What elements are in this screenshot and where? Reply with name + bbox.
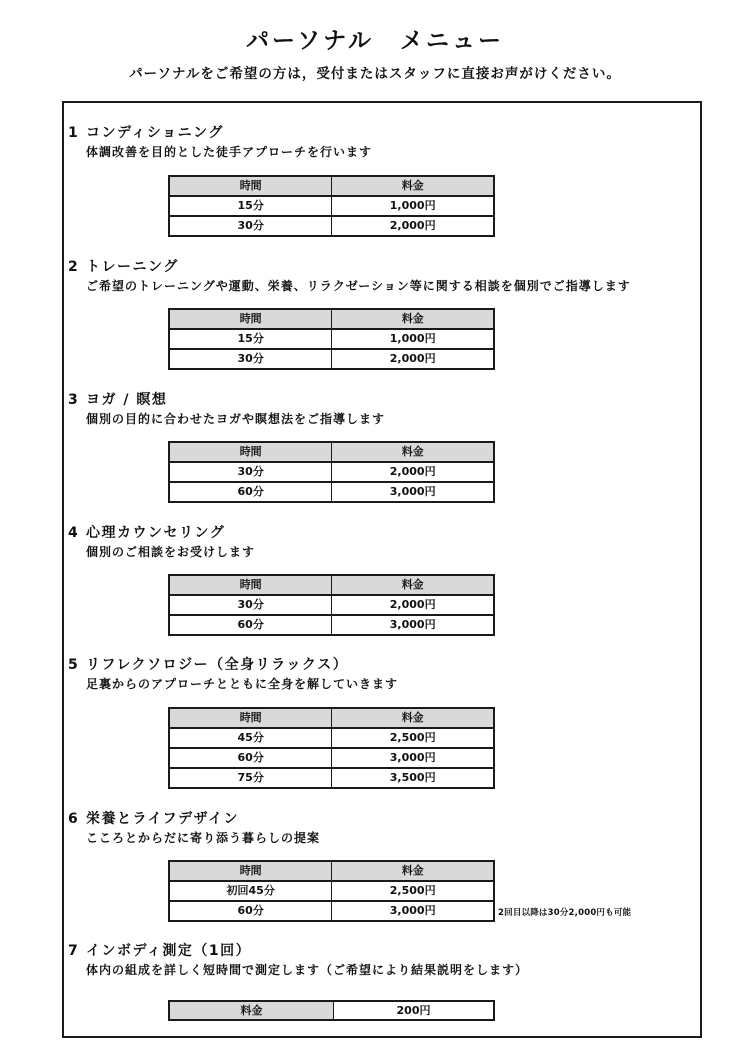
section-heading [68,656,348,674]
cell-price: 1,000円 [332,329,494,349]
section-heading [68,391,167,409]
cell-price: 2,000円 [332,462,494,482]
section-number: 4 [68,525,80,541]
page-title: パーソナル メニュー [246,28,504,54]
price-table [168,308,495,370]
table-header-row [169,176,494,196]
section-title: ヨガ / 瞑想 [86,392,168,408]
table-row [169,196,494,216]
cell-time: 45分 [169,728,332,748]
section-description: 体調改善を目的とした徒手アプローチを行います [86,145,373,159]
section-heading [68,524,225,542]
price-table [168,1000,495,1021]
header-price: 料金 [332,176,494,196]
header-price: 料金 [332,861,494,881]
price-table [168,707,495,789]
table-row [169,329,494,349]
cell-time: 15分 [169,329,332,349]
header-price: 料金 [332,708,494,728]
section-title: リフレクソロジー（全身リラックス） [86,657,349,673]
section-number: 1 [68,125,80,141]
cell-time: 75分 [169,768,332,788]
table-header-row [169,442,494,462]
section-description: 個別のご相談をお受けします [86,545,256,559]
table-row [169,748,494,768]
cell-price: 2,000円 [332,595,494,615]
cell-price: 3,500円 [332,768,494,788]
section-title: 心理カウンセリング [86,525,226,541]
cell-price: 3,000円 [332,901,494,921]
section-number: 5 [68,657,80,673]
table-row [169,349,494,369]
cell-price-label: 料金 [169,1001,334,1020]
section-description: 体内の組成を詳しく短時間で測定します（ご希望により結果説明をします） [86,963,529,977]
section-heading [68,258,179,276]
cell-time: 30分 [169,462,332,482]
cell-price: 3,000円 [332,482,494,502]
table-header-row [169,861,494,881]
section-number: 6 [68,811,80,827]
section-description: 個別の目的に合わせたヨガや瞑想法をご指導します [86,412,386,426]
cell-time: 60分 [169,748,332,768]
table-row [169,216,494,236]
cell-price: 3,000円 [332,748,494,768]
section-heading [68,124,224,142]
price-table [168,574,495,636]
header-time: 時間 [169,176,332,196]
price-table [168,860,495,922]
header-price: 料金 [332,575,494,595]
section-description: こころとからだに寄り添う暮らしの提案 [86,831,321,845]
menu-frame [62,101,702,1038]
table-row [169,482,494,502]
section-number: 7 [68,943,80,959]
section-title: 栄養とライフデザイン [86,811,240,827]
header-time: 時間 [169,708,332,728]
cell-time: 60分 [169,901,332,921]
table-header-row [169,708,494,728]
table-row [169,615,494,635]
table-header-row [169,575,494,595]
cell-time: 30分 [169,595,332,615]
cell-time: 30分 [169,349,332,369]
header-time: 時間 [169,442,332,462]
header-time: 時間 [169,309,332,329]
price-table [168,441,495,503]
section-description: 足裏からのアプローチとともに全身を解していきます [86,677,399,691]
cell-price: 2,000円 [332,216,494,236]
table-row [169,881,494,901]
price-note: 2回目以降は30分2,000円も可能 [498,908,632,918]
page-subtitle: パーソナルをご希望の方は，受付またはスタッフに直接お声がけください。 [129,66,621,82]
table-row [169,595,494,615]
section-title: コンディショニング [86,125,224,141]
header-time: 時間 [169,575,332,595]
section-heading [68,810,239,828]
cell-price: 3,000円 [332,615,494,635]
section-heading [68,942,251,960]
cell-price: 2,500円 [332,728,494,748]
table-row [169,462,494,482]
header-price: 料金 [332,309,494,329]
cell-price: 2,500円 [332,881,494,901]
table-row [169,1001,494,1020]
section-title: インボディ測定（1回） [86,943,252,959]
cell-time: 30分 [169,216,332,236]
section-description: ご希望のトレーニングや運動、栄養、リラクゼーション等に関する相談を個別でご指導します [86,279,631,293]
price-table [168,175,495,237]
section-number: 2 [68,259,80,275]
cell-price: 1,000円 [332,196,494,216]
table-header-row [169,309,494,329]
header-price: 料金 [332,442,494,462]
table-row [169,728,494,748]
cell-time: 60分 [169,615,332,635]
cell-time: 初回45分 [169,881,332,901]
cell-time: 60分 [169,482,332,502]
section-number: 3 [68,392,80,408]
cell-time: 15分 [169,196,332,216]
section-title: トレーニング [86,259,179,275]
cell-price: 2,000円 [332,349,494,369]
table-row [169,768,494,788]
header-time: 時間 [169,861,332,881]
cell-price: 200円 [334,1001,495,1020]
table-row [169,901,494,921]
